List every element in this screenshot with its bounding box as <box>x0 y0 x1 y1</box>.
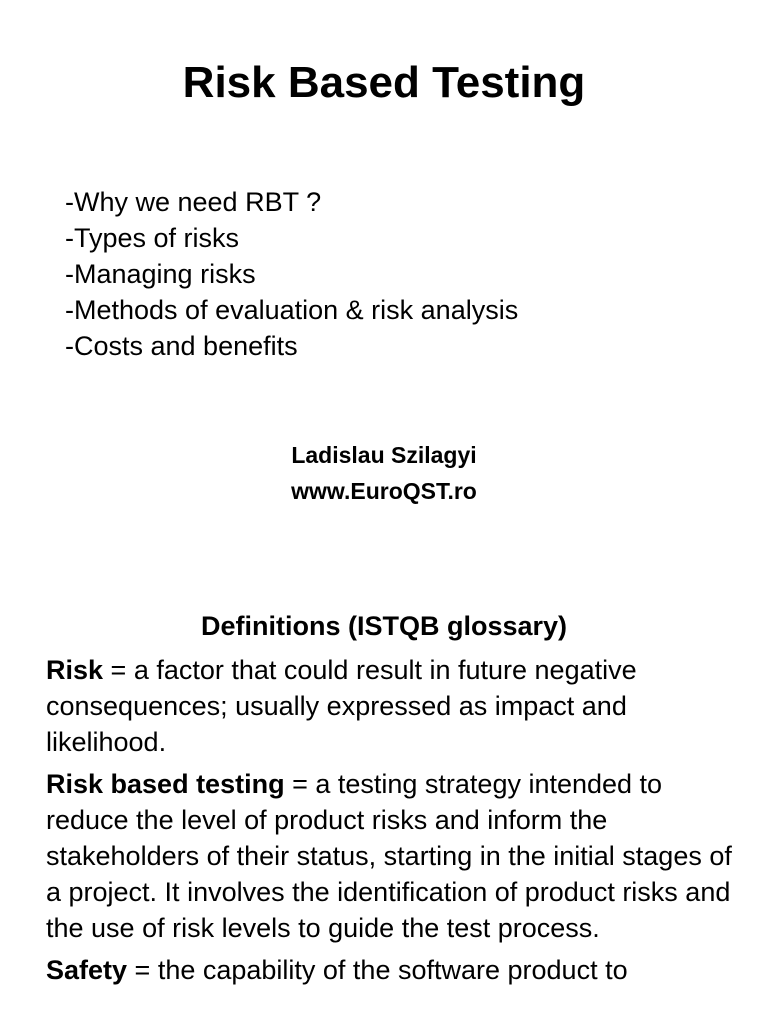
definition-item <box>46 652 736 760</box>
definition-term: Safety <box>46 955 128 985</box>
slide-title: Risk Based Testing <box>182 58 586 107</box>
author-block <box>0 437 768 509</box>
definition-term: Risk <box>46 655 104 685</box>
definition-item <box>46 952 736 988</box>
definition-text: = the capability of the software product to <box>127 955 628 985</box>
definitions-heading: Definitions (ISTQB glossary) <box>200 611 568 641</box>
definitions-slide <box>0 580 768 1024</box>
definition-item <box>46 766 736 946</box>
agenda-item: -Managing risks <box>65 259 256 289</box>
agenda-list <box>65 184 518 364</box>
definition-text: = a factor that could result in future negative consequences; usually expressed as impact and likelihood. <box>46 655 637 757</box>
agenda-item: -Types of risks <box>65 223 240 253</box>
definitions-list <box>46 652 736 994</box>
author-website: www.EuroQST.ro <box>291 478 477 504</box>
definition-term: Risk based testing <box>46 769 285 799</box>
agenda-item: -Methods of evaluation & risk analysis <box>65 295 519 325</box>
agenda-item: -Costs and benefits <box>65 331 298 361</box>
definition-text: = a testing strategy intended to reduce the level of product risks and inform the stakeholders of their status, starting in the initial stages of a project. It involves the identification of product risks and the use of risk levels to guide the test process. <box>46 769 732 943</box>
agenda-item: -Why we need RBT ? <box>65 187 322 217</box>
author-name: Ladislau Szilagyi <box>291 442 477 468</box>
